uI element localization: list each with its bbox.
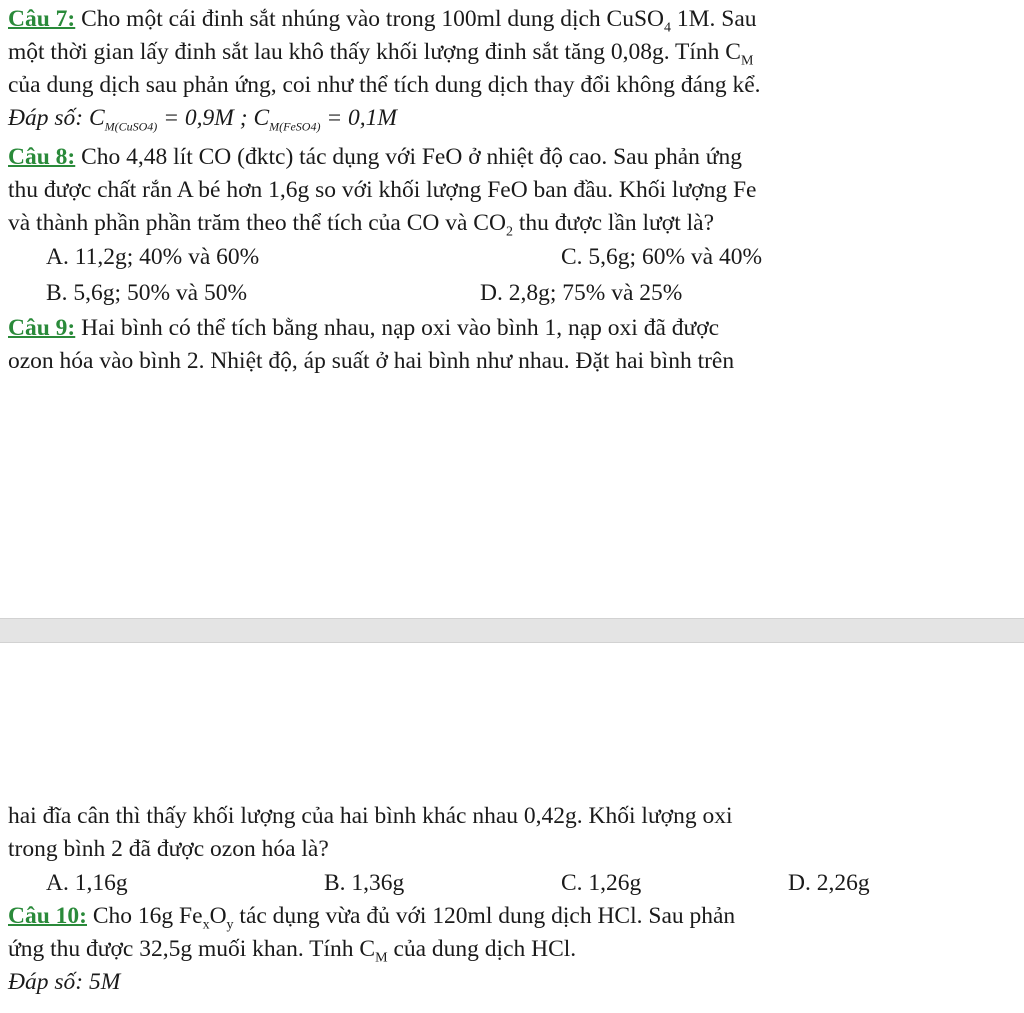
document-top bbox=[8, 0, 993, 378]
q7-line-2: một thời gian lấy đinh sắt lau khô thấy khối lượng đinh sắt tăng 0,08g. Tính $C_M$ bbox=[8, 39, 754, 69]
q8-option-d: D. 2,8g; 75% và 25% bbox=[480, 280, 683, 306]
q8-options-row-2 bbox=[8, 276, 993, 310]
q9-line-3: hai đĩa cân thì thấy khối lượng của hai bình khác nhau 0,42g. Khối lượng oxi bbox=[8, 803, 733, 829]
q10-answer: Đáp số: 5M bbox=[8, 969, 121, 995]
q8-line-2: thu được chất rắn A bé hơn 1,6g so với khối lượng FeO ban đầu. Khối lượng Fe bbox=[8, 177, 757, 203]
blank-area bbox=[0, 396, 1024, 618]
q7-answer: Đáp số: $C_{M(CuSO4)} = 0,9M$ ; $C_{M(FeSO4)} = 0,1M$ bbox=[8, 105, 398, 134]
q8-option-c: C. 5,6g; 60% và 40% bbox=[561, 244, 763, 270]
q7-line-1: Câu 7: Cho một cái đinh sắt nhúng vào trong 100ml dung dịch CuSO$_4$ 1M. Sau bbox=[8, 6, 757, 36]
q8-option-a: A. 11,2g; 40% và 60% bbox=[46, 244, 260, 270]
q9-option-a: A. 1,16g bbox=[46, 870, 128, 896]
q9-line-4: trong bình 2 đã được ozon hóa là? bbox=[8, 836, 329, 862]
q8-option-b: B. 5,6g; 50% và 50% bbox=[46, 280, 248, 306]
q9-options-row bbox=[8, 866, 993, 900]
q9-option-d: D. 2,26g bbox=[788, 870, 870, 896]
q10-label: Câu 10: bbox=[8, 903, 87, 929]
q9-line-1: Câu 9: Hai bình có thể tích bằng nhau, nạp oxi vào bình 1, nạp oxi đã được bbox=[8, 315, 720, 341]
document-bottom bbox=[8, 800, 993, 999]
q8-line-1: Câu 8: Cho 4,48 lít CO (đktc) tác dụng với FeO ở nhiệt độ cao. Sau phản ứng bbox=[8, 144, 743, 170]
q8-line-3: và thành phần phần trăm theo thể tích của CO và $CO_2$ thu được lần lượt là? bbox=[8, 210, 715, 240]
q7-line-3: của dung dịch sau phản ứng, coi như thể tích dung dịch thay đổi không đáng kể. bbox=[8, 72, 761, 98]
q9-option-b: B. 1,36g bbox=[324, 870, 405, 896]
q7-label: Câu 7: bbox=[8, 6, 76, 32]
q8-options-row-1 bbox=[8, 240, 993, 274]
q8-label: Câu 8: bbox=[8, 144, 76, 170]
q10-line-1: Câu 10: Cho 16g $Fe_xO_y$ tác dụng vừa đủ với 120ml dung dịch HCl. Sau phản bbox=[8, 903, 736, 933]
page-divider bbox=[0, 618, 1024, 643]
q9-option-c: C. 1,26g bbox=[561, 870, 642, 896]
q10-line-2: ứng thu được 32,5g muối khan. Tính $C_M$ của dung dịch HCl. bbox=[8, 936, 577, 966]
q9-label: Câu 9: bbox=[8, 315, 76, 341]
q9-line-2: ozon hóa vào bình 2. Nhiệt độ, áp suất ở hai bình như nhau. Đặt hai bình trên bbox=[8, 348, 735, 374]
